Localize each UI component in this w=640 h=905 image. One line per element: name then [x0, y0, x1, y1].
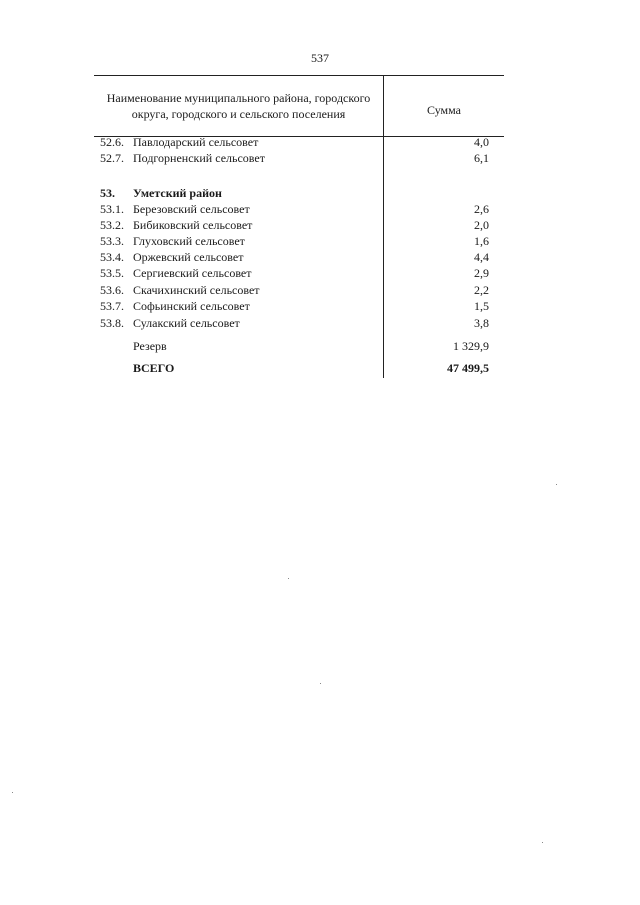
total-value: 47 499,5	[447, 361, 489, 375]
row-number: 53.8.	[100, 316, 124, 330]
row-value: 2,2	[474, 283, 489, 297]
row-name: Павлодарский сельсовет	[133, 135, 259, 149]
row-value: 2,0	[474, 218, 489, 232]
row-number: 53.3.	[100, 234, 124, 248]
table-row	[0, 217, 640, 233]
row-number: 53.	[100, 186, 115, 200]
reserve-row	[0, 338, 640, 354]
row-value: 2,9	[474, 266, 489, 280]
table-row	[0, 150, 640, 166]
row-number: 53.7.	[100, 299, 124, 313]
row-value: 1,6	[474, 234, 489, 248]
table-row	[0, 134, 640, 150]
table-row	[0, 201, 640, 217]
scan-speck	[12, 792, 13, 793]
page-number: 537	[311, 51, 329, 65]
scan-speck	[320, 683, 321, 684]
row-value: 2,6	[474, 202, 489, 216]
row-name: Оржевский сельсовет	[133, 250, 244, 264]
row-value: 3,8	[474, 316, 489, 330]
header-sum-column: Сумма	[427, 103, 461, 117]
reserve-label: Резерв	[133, 339, 167, 353]
table-row	[0, 298, 640, 314]
row-name: Сергиевский сельсовет	[133, 266, 252, 280]
row-value: 1,5	[474, 299, 489, 313]
row-name: Глуховский сельсовет	[133, 234, 245, 248]
table-row	[0, 249, 640, 265]
row-number: 52.7.	[100, 151, 124, 165]
table-row	[0, 265, 640, 281]
table-row	[0, 282, 640, 298]
row-number: 52.6.	[100, 135, 124, 149]
reserve-value: 1 329,9	[453, 339, 489, 353]
header-name-column	[94, 90, 383, 122]
row-name: Подгорненский сельсовет	[133, 151, 265, 165]
row-value: 6,1	[474, 151, 489, 165]
total-label: ВСЕГО	[133, 361, 175, 375]
table-row	[0, 233, 640, 249]
table-row	[0, 315, 640, 331]
row-number: 53.4.	[100, 250, 124, 264]
row-number: 53.2.	[100, 218, 124, 232]
scan-speck	[556, 484, 557, 485]
header-name-line-2: округа, городского и сельского поселения	[131, 107, 346, 121]
header-name-line-1: Наименование муниципального района, городского	[106, 91, 371, 105]
scan-speck	[542, 842, 543, 843]
scan-speck	[288, 578, 289, 579]
row-value: 4,0	[474, 135, 489, 149]
table-row-district-heading	[0, 185, 640, 201]
row-name: Софьинский сельсовет	[133, 299, 250, 313]
total-row	[0, 360, 640, 376]
row-name: Березовский сельсовет	[133, 202, 250, 216]
row-value: 4,4	[474, 250, 489, 264]
table-top-rule	[94, 75, 504, 76]
row-number: 53.1.	[100, 202, 124, 216]
row-number: 53.5.	[100, 266, 124, 280]
row-name: Скачихинский сельсовет	[133, 283, 260, 297]
row-name: Уметский район	[133, 186, 222, 200]
row-name: Бибиковский сельсовет	[133, 218, 253, 232]
row-name: Сулакский сельсовет	[133, 316, 240, 330]
row-number: 53.6.	[100, 283, 124, 297]
